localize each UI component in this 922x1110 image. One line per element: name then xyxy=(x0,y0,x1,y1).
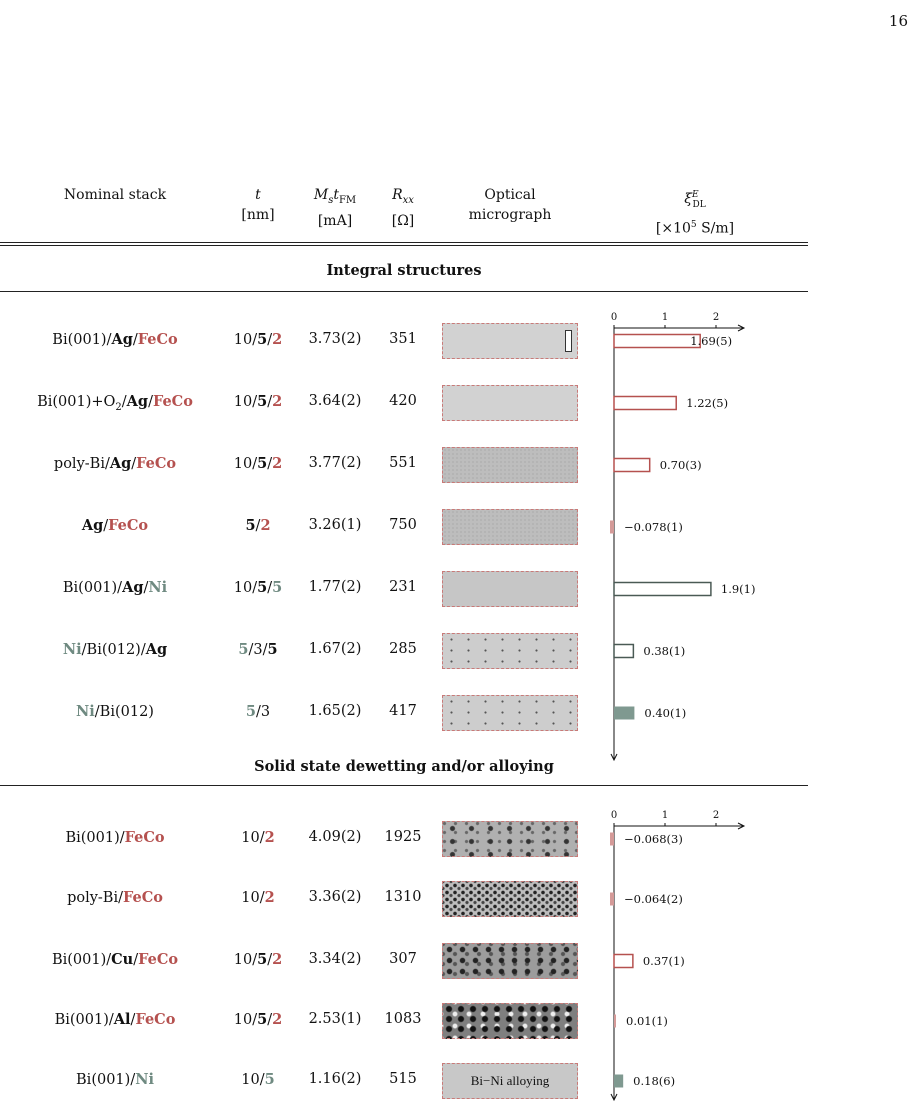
text-segment: 5 xyxy=(267,641,278,658)
text-segment: 10/ xyxy=(241,830,265,846)
text-segment: Ag xyxy=(126,393,149,410)
text-segment: 5 xyxy=(257,579,268,596)
cell-rxx: 285 xyxy=(389,641,417,657)
xi-bar xyxy=(614,397,676,410)
text-segment: Bi(001)/ xyxy=(65,830,125,846)
text-segment: 5 xyxy=(257,455,268,472)
xi-value-label: −0.078(1) xyxy=(624,520,683,534)
xi-value-label: 0.40(1) xyxy=(644,706,687,720)
text-segment: Ni xyxy=(148,579,168,596)
cell-rxx: 231 xyxy=(389,579,417,595)
text-segment: Ag xyxy=(145,641,168,658)
text-segment: /3 xyxy=(255,704,271,720)
text-segment: / xyxy=(103,518,109,534)
xi-value-label: 0.37(1) xyxy=(642,954,685,968)
text-segment: FeCo xyxy=(136,455,177,472)
xi-value-label: −0.068(3) xyxy=(624,832,683,846)
text-segment: / xyxy=(121,394,127,410)
text-segment: /Bi(012)/ xyxy=(81,642,146,658)
xi-value-label: 0.18(6) xyxy=(633,1074,676,1088)
cell-rxx: 551 xyxy=(389,455,417,471)
text-segment: /3/ xyxy=(248,642,268,658)
text-segment: 2 xyxy=(272,1011,283,1028)
text-segment: / xyxy=(267,1012,273,1028)
text-segment: Ni xyxy=(62,641,82,658)
text-segment: 10/ xyxy=(233,580,258,596)
text-segment: FeCo xyxy=(138,951,179,968)
text-segment: FeCo xyxy=(137,331,178,348)
text-segment: 2 xyxy=(115,401,122,413)
text-segment: / xyxy=(267,952,273,968)
text-segment: / xyxy=(130,1012,136,1028)
text-segment: Ag xyxy=(109,455,132,472)
xi-bar xyxy=(610,521,614,534)
text-segment: Ag xyxy=(81,517,104,534)
xi-bar xyxy=(614,335,700,348)
xi-value-label: −0.064(2) xyxy=(624,892,683,906)
text-segment: 10/ xyxy=(233,456,258,472)
text-segment: 5 xyxy=(238,641,249,658)
section-title-integral: Integral structures xyxy=(326,262,482,279)
xi-value-label: 0.70(3) xyxy=(659,458,702,472)
text-segment: FeCo xyxy=(122,889,163,906)
text-segment: / xyxy=(148,394,153,410)
cell-rxx: 351 xyxy=(389,331,417,347)
text-segment: 10/ xyxy=(233,332,258,348)
text-segment: Bi(001)/ xyxy=(76,1072,136,1088)
text-segment: 2 xyxy=(264,829,275,846)
text-segment: FeCo xyxy=(135,1011,176,1028)
xi-bar xyxy=(610,893,614,906)
xi-bar xyxy=(614,1075,623,1088)
header-rxx: $R_{xx}$ [Ω] xyxy=(391,187,415,229)
xi-value-label: 1.22(5) xyxy=(686,396,729,410)
xi-value-label: 0.38(1) xyxy=(643,644,686,658)
cell-rxx: 1083 xyxy=(384,1011,422,1027)
cell-rxx: 515 xyxy=(389,1071,417,1087)
header-ms-tfm: $M_st_{FM}$ [mA] xyxy=(313,187,357,229)
xi-value-label: 1.9(1) xyxy=(720,582,756,596)
text-segment: 2 xyxy=(264,889,275,906)
xi-bar xyxy=(614,955,633,968)
cell-ms-tfm: 3.73(2) xyxy=(308,331,362,347)
text-segment: Ag xyxy=(111,331,133,348)
text-segment: / xyxy=(267,394,273,410)
text-segment: / xyxy=(267,332,273,348)
xi-bar xyxy=(614,459,650,472)
optical-micrograph: Bi−Ni alloying xyxy=(442,1063,578,1099)
text-segment: Ni xyxy=(76,703,95,720)
cell-ms-tfm: 1.65(2) xyxy=(308,703,362,719)
text-segment: 5 xyxy=(257,393,268,410)
text-segment: Bi(001)/ xyxy=(62,580,123,596)
text-segment: 2 xyxy=(260,517,271,534)
axis-tick-label: 2 xyxy=(712,312,720,323)
text-segment: 5 xyxy=(272,579,283,596)
xi-bar xyxy=(614,707,634,720)
xi-bar xyxy=(614,583,711,596)
text-segment: 5 xyxy=(257,331,268,348)
text-segment: poly-Bi/ xyxy=(67,890,123,906)
text-segment: 5 xyxy=(245,517,256,534)
cell-ms-tfm: 1.16(2) xyxy=(308,1071,362,1087)
header-nominal-stack: Nominal stack xyxy=(63,187,167,203)
text-segment: Bi(001)/ xyxy=(54,1012,114,1028)
text-segment: Ag xyxy=(122,579,144,596)
cell-ms-tfm: 1.77(2) xyxy=(308,579,362,595)
text-segment: 2 xyxy=(272,455,283,472)
text-segment: / xyxy=(267,580,273,596)
xi-value-label: 0.01(1) xyxy=(626,1014,668,1028)
text-segment: 5 xyxy=(264,1071,275,1088)
text-segment: 10/ xyxy=(233,1012,258,1028)
cell-rxx: 1925 xyxy=(384,829,422,845)
cell-rxx: 1310 xyxy=(384,889,422,905)
axis-tick-label: 0 xyxy=(610,312,618,323)
text-segment: 2 xyxy=(272,951,283,968)
cell-ms-tfm: 3.36(2) xyxy=(308,889,362,905)
cell-ms-tfm: 3.64(2) xyxy=(308,393,362,409)
text-segment: Ni xyxy=(135,1071,154,1088)
axis-tick-label: 2 xyxy=(712,810,720,821)
axis-tick-label: 0 xyxy=(610,810,618,821)
text-segment: / xyxy=(143,580,149,596)
section-title-dewetting: Solid state dewetting and/or alloying xyxy=(254,758,554,775)
cell-ms-tfm: 3.77(2) xyxy=(308,455,362,471)
text-segment: Bi(001)/ xyxy=(51,952,112,968)
cell-rxx: 420 xyxy=(389,393,417,409)
text-segment: FeCo xyxy=(124,829,165,846)
xi-bar xyxy=(614,1015,616,1028)
text-segment: FeCo xyxy=(108,517,149,534)
header-xi-dl: $\xi^E_{DL}$ [$\times 10^5$ S/m] xyxy=(655,190,735,237)
text-segment: FeCo xyxy=(152,393,193,410)
cell-rxx: 750 xyxy=(389,517,417,533)
cell-ms-tfm: 2.53(1) xyxy=(308,1011,362,1027)
header-thickness: t [nm] xyxy=(241,187,275,223)
text-segment: 10/ xyxy=(241,890,265,906)
text-segment: Bi(001)/ xyxy=(52,332,112,348)
text-segment: Cu xyxy=(111,951,134,968)
cell-rxx: 417 xyxy=(389,703,417,719)
page-number: 16 xyxy=(888,12,908,30)
text-segment: 10/ xyxy=(241,1072,265,1088)
text-segment: poly-Bi/ xyxy=(53,456,110,472)
text-segment: 2 xyxy=(272,393,283,410)
text-segment: / xyxy=(133,952,139,968)
text-segment: / xyxy=(267,456,273,472)
cell-ms-tfm: 3.26(1) xyxy=(308,517,362,533)
text-segment: 5 xyxy=(245,703,256,720)
text-segment: 10/ xyxy=(233,952,258,968)
cell-ms-tfm: 3.34(2) xyxy=(308,951,362,967)
text-segment: / xyxy=(131,456,137,472)
text-segment: / xyxy=(255,518,261,534)
xi-bar xyxy=(610,833,614,846)
text-segment: /Bi(012) xyxy=(94,704,154,720)
text-segment: 2 xyxy=(272,331,283,348)
xi-bar xyxy=(614,645,633,658)
text-segment: / xyxy=(132,332,138,348)
text-segment: 10/ xyxy=(233,394,258,410)
text-segment: 5 xyxy=(257,1011,268,1028)
header-optical-micrograph: Optical micrograph xyxy=(468,187,552,223)
text-segment: 5 xyxy=(257,951,268,968)
cell-ms-tfm: 1.67(2) xyxy=(308,641,362,657)
cell-ms-tfm: 4.09(2) xyxy=(308,829,362,845)
cell-rxx: 307 xyxy=(389,951,417,967)
text-segment: Al xyxy=(113,1011,131,1028)
text-segment: Bi(001)+O xyxy=(37,394,116,410)
axis-tick-label: 1 xyxy=(661,312,669,323)
xi-value-label: 1.69(5) xyxy=(690,334,733,348)
axis-tick-label: 1 xyxy=(661,810,669,821)
